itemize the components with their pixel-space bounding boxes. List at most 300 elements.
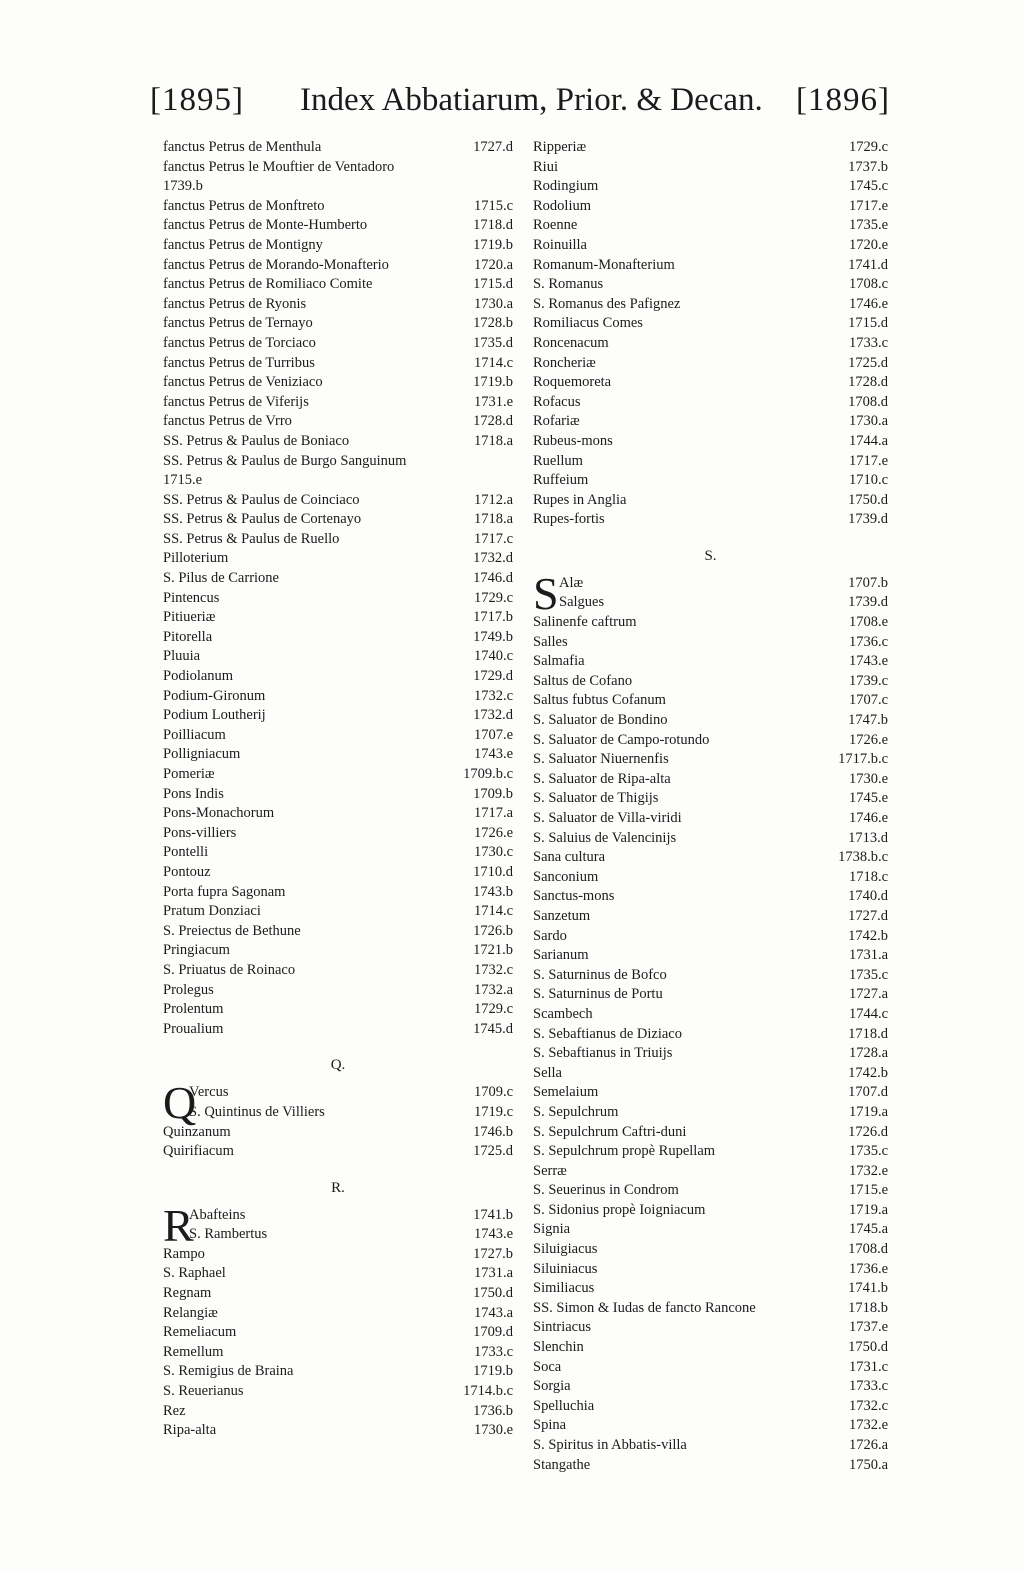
entry-year: 1750.d bbox=[473, 1285, 513, 1302]
entry-year: 1717.b bbox=[473, 609, 513, 626]
index-entry bbox=[533, 354, 888, 374]
entry-name: S. Reuerianus bbox=[163, 1383, 244, 1400]
entry-name: Pons-villiers bbox=[163, 824, 237, 841]
entry-name: Roncheriæ bbox=[533, 354, 596, 371]
entry-year: 1727.d bbox=[848, 907, 888, 924]
entry-year: 1740.d bbox=[848, 888, 888, 905]
index-entry bbox=[163, 197, 513, 217]
index-entry bbox=[163, 275, 513, 295]
entry-name: Spina bbox=[533, 1417, 567, 1434]
entry-year: 1719.b bbox=[473, 1363, 513, 1380]
entry-year: 1708.c bbox=[848, 276, 888, 293]
entry-year: 1743.e bbox=[473, 1226, 513, 1243]
index-entry bbox=[163, 961, 513, 981]
entry-year: 1750.a bbox=[848, 1456, 888, 1473]
index-entry bbox=[163, 1225, 513, 1245]
entry-year: 1708.d bbox=[848, 393, 888, 410]
entry-year: 1749.b bbox=[473, 628, 513, 645]
entry-name: Sanconium bbox=[533, 868, 599, 885]
index-entry bbox=[533, 510, 888, 530]
entry-year: 1715.d bbox=[848, 315, 888, 332]
index-entry bbox=[163, 687, 513, 707]
entry-name: Pons Indis bbox=[163, 785, 224, 802]
index-entry bbox=[533, 691, 888, 711]
index-entry bbox=[533, 1220, 888, 1240]
entry-year: 1736.e bbox=[848, 1260, 888, 1277]
entry-name: Semelaium bbox=[533, 1084, 599, 1101]
entry-name: Rodolium bbox=[533, 197, 592, 214]
entry-year: 1709.b bbox=[473, 785, 513, 802]
entry-year: 1742.b bbox=[848, 927, 888, 944]
entry-name: Siluigiacus bbox=[533, 1241, 598, 1258]
entry-name: Ripperiæ bbox=[533, 139, 587, 155]
index-entry bbox=[163, 608, 513, 628]
index-entry bbox=[533, 1181, 888, 1201]
index-entry bbox=[533, 809, 888, 829]
entry-year: 1744.a bbox=[848, 432, 888, 449]
entry-name: S. Saluator de Bondino bbox=[533, 712, 668, 729]
index-entry bbox=[533, 158, 888, 178]
index-entry bbox=[533, 789, 888, 809]
index-entry bbox=[533, 1162, 888, 1182]
entry-name: fanctus Petrus de Turribus bbox=[163, 354, 315, 371]
index-entry bbox=[533, 1416, 888, 1436]
index-entry bbox=[533, 1201, 888, 1221]
index-entry bbox=[533, 1123, 888, 1143]
index-entry bbox=[163, 647, 513, 667]
entry-name: Rampo bbox=[163, 1245, 205, 1262]
index-entry bbox=[533, 1279, 888, 1299]
entry-year: 1746.d bbox=[473, 570, 513, 587]
entry-name: 1739.b bbox=[163, 178, 203, 195]
entry-name: Pitorella bbox=[163, 628, 213, 645]
entry-name: Porta fupra Sagonam bbox=[163, 883, 286, 900]
index-entry bbox=[163, 706, 513, 726]
entry-name: S. Saturninus de Portu bbox=[533, 986, 663, 1003]
index-entry bbox=[533, 848, 888, 868]
entry-year: 1744.c bbox=[848, 1005, 888, 1022]
index-entry bbox=[163, 726, 513, 746]
entry-name: S. Sebaftianus in Triuijs bbox=[533, 1045, 673, 1062]
entry-name: fanctus Petrus de Romiliaco Comite bbox=[163, 276, 373, 293]
entry-name: Romanum-Monafterium bbox=[533, 256, 675, 273]
entry-year: 1714.b.c bbox=[463, 1383, 513, 1400]
entry-year: 1707.b bbox=[848, 574, 888, 591]
index-entry bbox=[533, 1338, 888, 1358]
entry-name: Rupes-fortis bbox=[533, 511, 605, 528]
entry-name: SS. Petrus & Paulus de Ruello bbox=[163, 530, 340, 547]
index-entry bbox=[533, 1377, 888, 1397]
index-entry bbox=[163, 902, 513, 922]
entry-name: Roncenacum bbox=[533, 334, 609, 351]
entry-year: 1737.b bbox=[848, 158, 888, 175]
entry-year: 1719.b bbox=[473, 374, 513, 391]
index-entry bbox=[163, 922, 513, 942]
entry-year: 1750.d bbox=[848, 1339, 888, 1356]
index-entry bbox=[533, 1456, 888, 1476]
entry-name: Pilloterium bbox=[163, 550, 229, 567]
entry-year: 1745.d bbox=[473, 1020, 513, 1037]
entry-name: Podiolanum bbox=[163, 668, 234, 685]
entry-year: 1720.a bbox=[473, 256, 513, 273]
index-entry bbox=[533, 593, 888, 613]
index-entry bbox=[533, 138, 888, 158]
entry-name: Prolentum bbox=[163, 1001, 224, 1018]
entry-year: 1715.c bbox=[473, 197, 513, 214]
index-entry bbox=[533, 1064, 888, 1084]
entry-year: 1717.a bbox=[473, 805, 513, 822]
entry-year: 1729.d bbox=[473, 668, 513, 685]
index-entry bbox=[163, 1123, 513, 1143]
entry-year: 1707.e bbox=[473, 726, 513, 743]
entry-name: Podium Loutherij bbox=[163, 707, 266, 724]
index-entry bbox=[533, 314, 888, 334]
index-entry bbox=[533, 1005, 888, 1025]
entry-year: 1717.c bbox=[473, 530, 513, 547]
entry-year: 1727.b bbox=[473, 1245, 513, 1262]
index-entry bbox=[533, 868, 888, 888]
index-entry bbox=[533, 1318, 888, 1338]
entry-year: 1733.c bbox=[848, 334, 888, 351]
entry-name: Riui bbox=[533, 158, 558, 175]
index-entry bbox=[533, 1260, 888, 1280]
entry-name: S. Saluator Niuernenfis bbox=[533, 751, 669, 768]
index-entry bbox=[163, 491, 513, 511]
index-entry bbox=[163, 1304, 513, 1324]
index-entry bbox=[533, 1299, 888, 1319]
entry-year: 1730.e bbox=[473, 1422, 513, 1439]
index-entry bbox=[533, 633, 888, 653]
entry-year: 1713.d bbox=[848, 829, 888, 846]
index-entry bbox=[163, 393, 513, 413]
entry-name: Roinuilla bbox=[533, 236, 587, 253]
index-entry bbox=[533, 216, 888, 236]
entry-name: fanctus Petrus de Veniziaco bbox=[163, 374, 323, 391]
index-entry bbox=[163, 412, 513, 432]
entry-year: 1715.d bbox=[473, 276, 513, 293]
index-entry bbox=[163, 883, 513, 903]
index-entry bbox=[533, 711, 888, 731]
entry-year: 1726.d bbox=[848, 1123, 888, 1140]
entry-name: fanctus Petrus de Viferijs bbox=[163, 393, 309, 410]
entry-name: Pons-Monachorum bbox=[163, 805, 275, 822]
index-entry bbox=[533, 672, 888, 692]
entry-year: 1725.d bbox=[473, 1143, 513, 1160]
index-entry bbox=[533, 373, 888, 393]
index-entry bbox=[533, 907, 888, 927]
entry-name: Sella bbox=[533, 1064, 562, 1081]
index-entry bbox=[163, 1245, 513, 1265]
index-entry bbox=[163, 1284, 513, 1304]
entry-name: Rodingium bbox=[533, 178, 599, 195]
entry-name: Alæ bbox=[559, 574, 584, 591]
entry-year: 1742.b bbox=[848, 1064, 888, 1081]
entry-name: Rubeus-mons bbox=[533, 432, 613, 449]
entry-year: 1750.d bbox=[848, 491, 888, 508]
entry-name: S. Saluius de Valencinijs bbox=[533, 829, 677, 846]
index-entry bbox=[533, 471, 888, 491]
entry-year: 1731.e bbox=[473, 393, 513, 410]
index-entry bbox=[533, 256, 888, 276]
entry-year: 1714.c bbox=[473, 903, 513, 920]
entry-name: Rofacus bbox=[533, 393, 581, 410]
entry-name: Roquemoreta bbox=[533, 374, 612, 391]
entry-name: SS. Simon & Iudas de fancto Rancone bbox=[533, 1299, 756, 1316]
index-entry bbox=[533, 1025, 888, 1045]
index-entry bbox=[533, 197, 888, 217]
entry-year: 1743.b bbox=[473, 883, 513, 900]
entry-name: Poilliacum bbox=[163, 726, 226, 743]
index-entry bbox=[533, 750, 888, 770]
entry-name: Polligniacum bbox=[163, 746, 241, 763]
entry-name: Rofariæ bbox=[533, 413, 580, 430]
entry-name: Quinzanum bbox=[163, 1123, 231, 1140]
entry-name: fanctus Petrus de Morando-Monafterio bbox=[163, 256, 389, 273]
entry-year: 1735.d bbox=[473, 334, 513, 351]
entry-year: 1728.a bbox=[848, 1045, 888, 1062]
index-entry bbox=[163, 1323, 513, 1343]
index-entry bbox=[163, 589, 513, 609]
entry-year: 1731.c bbox=[848, 1358, 888, 1375]
section-letter: S. bbox=[704, 547, 717, 564]
entry-name: S. Raphael bbox=[163, 1265, 226, 1282]
entry-name: Sana cultura bbox=[533, 849, 606, 866]
entry-name: Slenchin bbox=[533, 1339, 584, 1356]
entry-year: 1746.b bbox=[473, 1123, 513, 1140]
entry-year: 1729.c bbox=[848, 139, 888, 155]
entry-year: 1741.b bbox=[473, 1206, 513, 1223]
entry-year: 1730.a bbox=[848, 413, 888, 430]
entry-year: 1745.a bbox=[848, 1221, 888, 1238]
entry-name: Romiliacus Comes bbox=[533, 315, 643, 332]
index-entry bbox=[533, 985, 888, 1005]
index-entry bbox=[163, 432, 513, 452]
entry-name: Sanctus-mons bbox=[533, 888, 615, 905]
entry-year: 1707.c bbox=[848, 692, 888, 709]
index-entry bbox=[163, 334, 513, 354]
entry-year: 1718.d bbox=[473, 217, 513, 234]
index-entry bbox=[163, 667, 513, 687]
entry-year: 1729.c bbox=[473, 589, 513, 606]
entry-name: fanctus Petrus de Vrro bbox=[163, 413, 292, 430]
entry-name: Scambech bbox=[533, 1005, 593, 1022]
entry-name: S. Remigius de Braina bbox=[163, 1363, 294, 1380]
index-entry bbox=[533, 1103, 888, 1123]
entry-name: S. Rambertus bbox=[189, 1226, 268, 1243]
entry-year: 1743.a bbox=[473, 1304, 513, 1321]
entry-name: Pluuia bbox=[163, 648, 201, 665]
entry-year: 1709.d bbox=[473, 1324, 513, 1341]
index-entry bbox=[163, 1343, 513, 1363]
index-column-left bbox=[163, 138, 513, 1441]
entry-year: 1733.c bbox=[473, 1343, 513, 1360]
entry-year: 1710.d bbox=[473, 863, 513, 880]
index-entry bbox=[163, 1421, 513, 1441]
section-letter: Q. bbox=[330, 1057, 346, 1074]
entry-year: 1739.d bbox=[848, 594, 888, 611]
entry-name: SS. Petrus & Paulus de Burgo Sanguinum bbox=[163, 452, 407, 469]
entry-year: 1733.c bbox=[848, 1378, 888, 1395]
index-entry bbox=[533, 966, 888, 986]
entry-name: Sardo bbox=[533, 927, 567, 944]
index-entry bbox=[533, 927, 888, 947]
index-entry bbox=[163, 1020, 513, 1040]
running-title: Index Abbatiarum, Prior. & Decan. bbox=[300, 82, 763, 118]
entry-year: 1707.d bbox=[848, 1084, 888, 1101]
index-entry bbox=[533, 334, 888, 354]
entry-year: 1732.c bbox=[848, 1397, 888, 1414]
index-entry bbox=[163, 1382, 513, 1402]
entry-year: 1714.c bbox=[473, 354, 513, 371]
index-entry bbox=[533, 236, 888, 256]
entry-year: 1735.e bbox=[848, 217, 888, 234]
entry-year: 1732.e bbox=[848, 1417, 888, 1434]
entry-year: 1719.b bbox=[473, 236, 513, 253]
index-entry bbox=[533, 613, 888, 633]
index-entry bbox=[533, 275, 888, 295]
entry-year: 1725.d bbox=[848, 354, 888, 371]
entry-name: S. Sidonius propè Ioigniacum bbox=[533, 1201, 706, 1218]
entry-year: 1732.d bbox=[473, 707, 513, 724]
index-entry bbox=[533, 1240, 888, 1260]
index-entry bbox=[533, 652, 888, 672]
entry-name: Siluiniacus bbox=[533, 1260, 598, 1277]
entry-name: S. Romanus des Pafignez bbox=[533, 295, 681, 312]
entry-year: 1710.c bbox=[848, 472, 888, 489]
entry-year: 1741.d bbox=[848, 256, 888, 273]
entry-year: 1747.b bbox=[848, 712, 888, 729]
entry-year: 1738.b.c bbox=[838, 849, 888, 866]
entry-year: 1746.e bbox=[848, 295, 888, 312]
entry-year: 1731.a bbox=[848, 947, 888, 964]
entry-year: 1732.c bbox=[473, 961, 513, 978]
entry-year: 1727.d bbox=[473, 139, 513, 155]
entry-year: 1730.a bbox=[473, 295, 513, 312]
entry-name: Roenne bbox=[533, 217, 578, 234]
entry-year: 1726.a bbox=[848, 1437, 888, 1453]
index-entry bbox=[163, 863, 513, 883]
entry-year: 1727.a bbox=[848, 986, 888, 1003]
entry-name: S. Sepulchrum propè Rupellam bbox=[533, 1143, 716, 1160]
drop-cap-letter: Q bbox=[163, 1077, 197, 1129]
entry-year: 1721.b bbox=[473, 942, 513, 959]
index-entry bbox=[533, 1044, 888, 1064]
index-entry bbox=[163, 354, 513, 374]
entry-name: S. Saluator de Villa-viridi bbox=[533, 810, 682, 826]
index-entry bbox=[533, 452, 888, 472]
index-entry bbox=[533, 412, 888, 432]
entry-name: Pomeriæ bbox=[163, 766, 215, 782]
entry-name: Pontouz bbox=[163, 863, 211, 880]
entry-year: 1728.d bbox=[848, 374, 888, 391]
index-entry bbox=[163, 177, 513, 197]
entry-name: Ruellum bbox=[533, 452, 583, 469]
index-entry bbox=[163, 373, 513, 393]
entry-name: fanctus Petrus le Mouftier de Ventadoro bbox=[163, 158, 395, 175]
entry-name: SS. Petrus & Paulus de Boniaco bbox=[163, 432, 350, 449]
entry-name: Soca bbox=[533, 1358, 562, 1375]
entry-name: Proualium bbox=[163, 1020, 224, 1037]
index-entry bbox=[533, 393, 888, 413]
entry-year: 1708.e bbox=[848, 614, 888, 631]
entry-year: 1741.b bbox=[848, 1280, 888, 1297]
entry-year: 1726.e bbox=[848, 731, 888, 748]
entry-name: S. Sepulchrum bbox=[533, 1103, 619, 1120]
entry-year: 1715.e bbox=[848, 1182, 888, 1199]
entry-year: 1745.e bbox=[848, 790, 888, 807]
entry-name: SS. Petrus & Paulus de Cortenayo bbox=[163, 511, 362, 528]
entry-year: 1732.d bbox=[473, 550, 513, 567]
entry-name: S. Seuerinus in Condrom bbox=[533, 1182, 679, 1199]
index-entry bbox=[163, 158, 513, 178]
entry-name: Sarianum bbox=[533, 947, 589, 964]
entry-year: 1730.c bbox=[473, 844, 513, 861]
entry-name: S. Saluator de Campo-rotundo bbox=[533, 731, 710, 748]
entry-name: S. Romanus bbox=[533, 276, 604, 293]
entry-name: S. Pilus de Carrione bbox=[163, 570, 279, 587]
entry-name: Rupes in Anglia bbox=[533, 491, 627, 508]
entry-year: 1736.b bbox=[473, 1402, 513, 1419]
entry-name: S. Preiectus de Bethune bbox=[163, 922, 301, 939]
entry-year: 1719.c bbox=[473, 1103, 513, 1120]
entry-name: S. Priuatus de Roinaco bbox=[163, 961, 296, 978]
entry-name: Podium-Gironum bbox=[163, 687, 266, 704]
index-entry bbox=[163, 785, 513, 805]
entry-year: 1735.c bbox=[848, 1143, 888, 1160]
entry-year: 1732.e bbox=[848, 1162, 888, 1179]
entry-year: 1719.a bbox=[848, 1103, 888, 1120]
index-entry bbox=[163, 1264, 513, 1284]
index-entry bbox=[533, 1083, 888, 1103]
entry-name: Sorgia bbox=[533, 1378, 571, 1395]
entry-name: Salinenfe caftrum bbox=[533, 614, 637, 631]
entry-year: 1739.c bbox=[848, 672, 888, 689]
entry-year: 1717.e bbox=[848, 452, 888, 469]
entry-year: 1726.e bbox=[473, 824, 513, 841]
index-entry bbox=[163, 510, 513, 530]
entry-year: 1712.a bbox=[473, 491, 513, 508]
index-entry bbox=[163, 1362, 513, 1382]
section-letter: R. bbox=[331, 1179, 345, 1196]
index-entry bbox=[533, 1436, 888, 1456]
page-number-left: [1895] bbox=[150, 82, 244, 118]
entry-name: S. Spiritus in Abbatis-villa bbox=[533, 1437, 687, 1453]
entry-name: Pontelli bbox=[163, 844, 209, 861]
index-entry bbox=[533, 1358, 888, 1378]
entry-year: 1732.a bbox=[473, 981, 513, 998]
entry-year: 1740.c bbox=[473, 648, 513, 665]
index-entry bbox=[163, 804, 513, 824]
entry-year: 1726.b bbox=[473, 922, 513, 939]
entry-name: S. Saturninus de Bofco bbox=[533, 966, 667, 983]
index-entry bbox=[163, 1103, 513, 1123]
entry-year: 1736.c bbox=[848, 633, 888, 650]
entry-year: 1746.e bbox=[848, 810, 888, 826]
entry-name: S. Quintinus de Villiers bbox=[189, 1103, 325, 1120]
entry-year: 1709.b.c bbox=[463, 766, 513, 782]
entry-name: S. Saluator de Thigijs bbox=[533, 790, 659, 807]
entry-name: Sintriacus bbox=[533, 1319, 591, 1336]
entry-name: 1715.e bbox=[163, 472, 203, 489]
entry-name: S. Saluator de Ripa-alta bbox=[533, 770, 671, 787]
entry-year: 1745.c bbox=[848, 178, 888, 195]
entry-year: 1728.d bbox=[473, 413, 513, 430]
entry-name: fanctus Petrus de Menthula bbox=[163, 139, 322, 155]
entry-year: 1708.d bbox=[848, 1241, 888, 1258]
index-entry bbox=[163, 549, 513, 569]
index-entry bbox=[163, 138, 513, 158]
entry-year: 1718.c bbox=[848, 868, 888, 885]
